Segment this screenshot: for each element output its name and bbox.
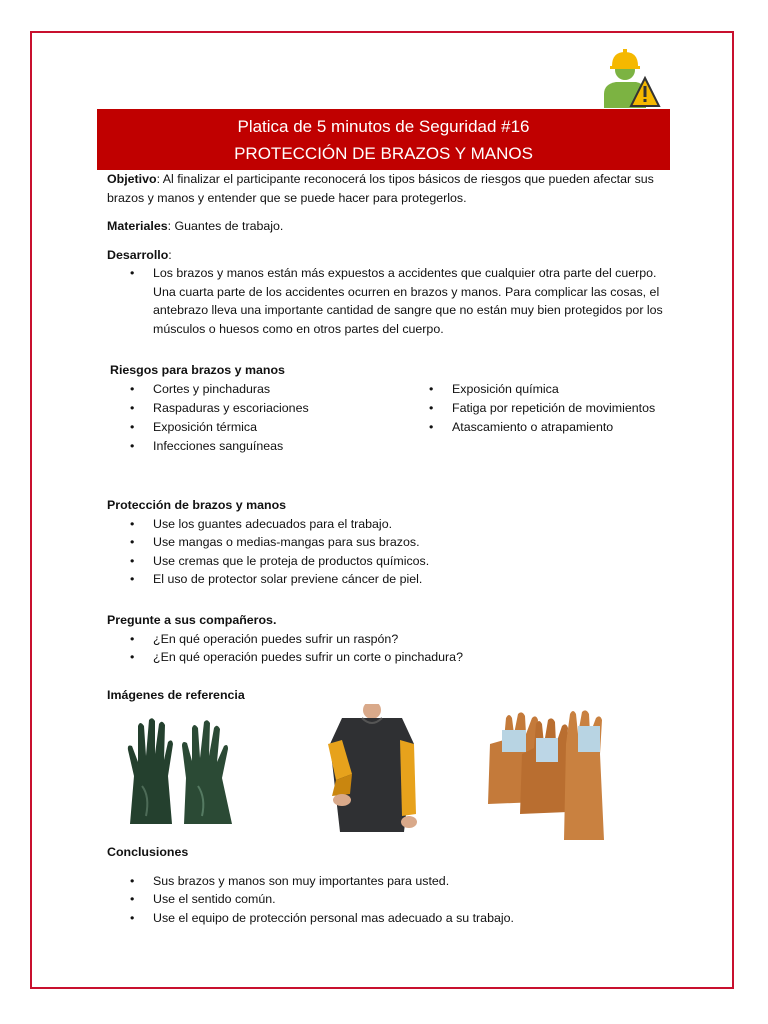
desarrollo-list [107,264,667,338]
list-item: • Exposición química [406,380,656,399]
rubber-gloves-image [122,716,240,826]
list-item: • El uso de protector solar previene cáncer de piel. [107,570,667,589]
list-item: • ¿En qué operación puedes sufrir un corte o pinchadura? [107,648,667,667]
banner-title: Platica de 5 minutos de Seguridad #16 [237,117,530,136]
list-item: • Sus brazos y manos son muy importantes para usted. [107,872,667,891]
list-item: • Use mangas o medias-mangas para sus brazos. [107,533,667,552]
materiales-text: : Guantes de trabajo. [167,219,284,233]
materiales-paragraph [107,217,667,236]
conclusiones-section [107,843,667,927]
riesgos-list-right [406,380,656,437]
riesgos-heading: Riesgos para brazos y manos [110,363,285,377]
pregunte-heading: Pregunte a sus compañeros. [107,613,277,627]
desarrollo-label: Desarrollo [107,247,169,262]
proteccion-list [107,515,667,589]
list-item: • Raspaduras y escoriaciones [107,399,397,418]
conclusiones-list [107,872,667,928]
desarrollo-colon: : [168,247,172,262]
list-item: • Use el equipo de protección personal mas adecuado a su trabajo. [107,909,667,928]
proteccion-heading: Protección de brazos y manos [107,498,287,512]
pregunte-section [107,611,667,667]
list-item: • Infecciones sanguíneas [107,437,397,456]
arm-sleeves-image [322,704,420,834]
riesgos-list-left [107,380,397,456]
list-item: • Cortes y pinchaduras [107,380,397,399]
proteccion-section [107,496,667,589]
list-item: • Los brazos y manos están más expuestos a accidentes que cualquier otra parte del cuerpo. Una cuarta parte de los accidentes ocurren en brazos y manos. Para complicar las cosas, el antebrazo lleva una importante cantidad de sangre que no están muy bien protegidos por los músculos o huesos como en otros partes del cuerpo. [107,264,667,338]
list-item: • Atascamiento o atrapamiento [406,418,656,437]
list-item: • Use los guantes adecuados para el trabajo. [107,515,667,534]
imagenes-heading: Imágenes de referencia [107,688,245,702]
title-banner [97,109,670,170]
desarrollo-heading [107,246,667,265]
conclusiones-heading: Conclusiones [107,845,189,859]
list-item: • Use el sentido común. [107,890,667,909]
list-item: • Exposición térmica [107,418,397,437]
intro-section [107,170,667,338]
safety-worker-icon [596,44,662,110]
list-item: • Fatiga por repetición de movimientos [406,399,656,418]
banner-subtitle: PROTECCIÓN DE BRAZOS Y MANOS [234,144,533,163]
list-item: • Use cremas que le proteja de productos químicos. [107,552,667,571]
objetivo-text: : Al finalizar el participante reconocerá los tipos básicos de riesgos que pueden afectar sus brazos y manos y entender que se puede hacer para protegerlos. [107,172,654,205]
objetivo-label: Objetivo [107,172,157,186]
pregunte-list [107,630,667,667]
list-item: • ¿En qué operación puedes sufrir un raspón? [107,630,667,649]
leather-gloves-image [484,704,608,842]
materiales-label: Materiales [107,219,168,233]
objetivo-paragraph [107,170,667,207]
